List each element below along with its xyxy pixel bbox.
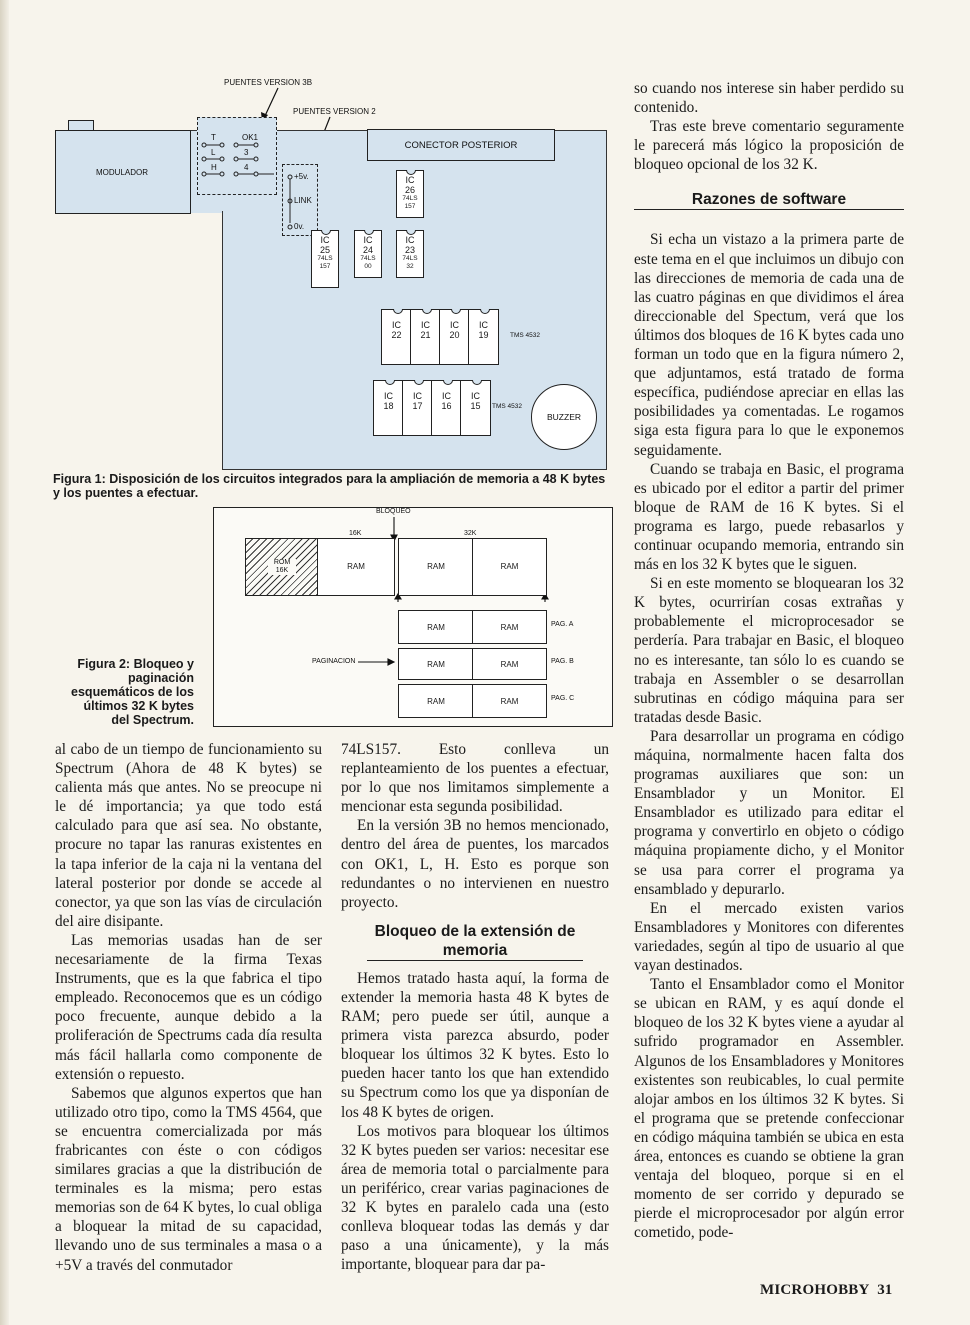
link-0v: 0v. [294, 222, 305, 231]
bloqueo-label: BLOQUEO [376, 508, 411, 515]
col2-paragraph-4: Los motivos para bloquear los últimos 32 K bytes pueden ser varios: necesitar ese área de memoria total o parcialmente para un periférico, crear varias paginaciones de 32 K bytes en paralelo cada una (esto conlleva bloquear todas las demás y dar paso a una únicamente), y la más importante, bloquear para dar pa- [341, 1122, 609, 1274]
chip-ic24-label: IC [363, 235, 373, 245]
link-plus5v: +5v. [294, 172, 309, 181]
chip-ic22-number: 22 [391, 330, 402, 340]
pag-c-label: PAG. C [551, 695, 575, 702]
jumper-l: L [211, 148, 216, 157]
tms-label-lower: TMS 4532 [492, 403, 522, 410]
col3-paragraph-7: Tanto el Ensamblador como el Monitor se ubican en RAM, y es aquí donde el bloqueo de los 32 K bytes viene a ayudar al sufrido programador en Assembler. Algunos de los Ensambladores y Monitores existentes son reubicables, lo cual permite alojar ambos en los últimos 32 K bytes. Si el programa que se pretende confeccionar en código máquina también se ubica en esta área, entonces es cuando se obtiene la gran ventaja del bloqueo, porque si en el momento de ser corrido y depurado se pierde el microprocesador por algún error cometido, pode- [634, 976, 904, 1242]
chip-ic22-label: IC [392, 320, 401, 330]
jumper-4: 4 [244, 163, 249, 172]
link-label: LINK [294, 196, 312, 205]
chip-ic16-label: IC [442, 391, 451, 401]
section-heading-bloqueo: Bloqueo de la extensión de memoria [367, 922, 583, 961]
chip-ic23-label: IC [405, 235, 415, 245]
chip-ic25-number: 25 [319, 245, 330, 255]
chip-ic17-number: 17 [412, 401, 423, 411]
ram-block-base [317, 538, 395, 596]
chip-ic26-part: 157 [404, 203, 416, 210]
col3-paragraph-0: so cuando nos interese sin haber perdido su contenido. [634, 80, 904, 117]
col3-paragraph-1: Tras este breve comentario seguramente le parecerá más lógico la proposición de bloqueo opcional de los 32 K. [634, 118, 904, 174]
ram-label: RAM [500, 660, 519, 669]
label-puentes-3b: PUENTES VERSION 3B [224, 78, 313, 87]
chip-ic24-family: 74LS [360, 255, 376, 262]
jumper-3: 3 [244, 148, 249, 157]
pag-b-label: PAG. B [551, 658, 574, 665]
chip-ic26-family: 74LS [402, 195, 418, 202]
col1-paragraph-1: al cabo de un tiempo de funcionamiento su Spectrum (Ahora de 48 K bytes) se calienta más que antes. No se preocupe ni le dé importancia; ya que todo está calculado para que así sea. No obstante, procure no tapar las ranuras existentes en la tapa inferior de la caja ni la ventana del lateral posterior por donde se accede al conector, ya que son las vías de circulación del aire disipante. [55, 741, 322, 930]
chip-ic24-part: 00 [364, 263, 372, 270]
ram-label: RAM [427, 623, 445, 632]
ram-block-main-2 [472, 538, 547, 596]
chip-ic25-family: 74LS [317, 255, 333, 262]
ram-label: RAM [427, 697, 445, 706]
section-heading-razones: Razones de software [634, 190, 904, 210]
chip-ic23-part: 32 [406, 263, 414, 270]
jumper-h: H [211, 163, 217, 172]
chip-ic15-label: IC [471, 391, 480, 401]
chip-ic24-number: 24 [362, 245, 373, 255]
col3-paragraph-6: En el mercado existen varios Ensambladores y Monitores con diferentes variedades, según al tipo de usuario al que vayan destinados. [634, 899, 904, 975]
ram-label: RAM [427, 562, 445, 571]
col3-paragraph-2: Si echa un vistazo a la primera parte de este tema en el que incluimos un dibujo con las direcciones de memoria de cada una de las cuatro páginas en que dividimos el área direccionable del Spectum, verá que los últimos dos bloques de 16 K bytes cada uno forman un todo que en la figura número 2, que adjuntamos, está tratado de forma específica, pudiéndose apreciar en ellas las posibilidades ya comentadas. Le rogamos siga esta figura para lo que le exponemos seguidamente. [634, 231, 904, 459]
chip-ic20-number: 20 [449, 330, 460, 340]
ram-block-main-1 [398, 538, 474, 596]
col3-paragraph-5: Para desarrollar un programa en código máquina, normalmente hacen falta dos programas auxiliares que son: un Ensamblador y un Monitor. El Ensamblador es utilizado para editar el programa y convertirlo en objeto o código máquina propiamente dicho, y el Monitor se usa para correr el programa ya ensamblado y depurarlo. [634, 727, 904, 898]
ram-page-b-2 [472, 648, 547, 680]
rom-block [245, 538, 319, 596]
chip-ic21-number: 21 [420, 330, 431, 340]
column-3 [634, 79, 904, 1242]
label-puentes-2: PUENTES VERSION 2 [293, 107, 376, 116]
page-number: 31 [877, 1282, 893, 1298]
page-footer [760, 1282, 892, 1299]
jumper-ok1: OK1 [242, 133, 259, 142]
chip-ic18-number: 18 [383, 401, 394, 411]
ram-page-c-2 [472, 684, 547, 718]
col2-paragraph-2: En la versión 3B no hemos mencionado, dentro del área de puentes, los marcados con OK1, L, H. Esto es porque son redundantes o no intervienen en nuestro proyecto. [341, 817, 609, 911]
ram-label: RAM [500, 697, 519, 706]
chip-ic15-number: 15 [470, 401, 481, 411]
chip-ic21-label: IC [421, 320, 430, 330]
chip-ic26-number: 26 [404, 185, 415, 195]
ram-page-b-1 [398, 648, 474, 680]
chip-ic25-label: IC [320, 235, 330, 245]
figure-2-caption: Figura 2: Bloqueo y paginación esquemáticos de los últimos 32 K bytes del Spectrum. [71, 657, 194, 727]
buzzer-label: BUZZER [547, 412, 581, 422]
label-32k: 32K [464, 530, 477, 537]
chip-ic19-label: IC [479, 320, 488, 330]
ram-label: RAM [347, 562, 365, 571]
chip-ic17-label: IC [413, 391, 422, 401]
col1-paragraph-2: Las memorias usadas han de ser necesariamente de la firma Texas Instruments, que es la que fabrica el tipo empleado. Reconocemos que es un código poco frecuente, aunque debido a la proliferación de Spectrums cada día resulta más fácil hallarla como componente de extensión o repuesto. [55, 931, 322, 1083]
col3-paragraph-4: Si en este momento se bloquearan los 32 K bytes, ocurrirían cosas extrañas y probablemente el microprocesador se perdería. Para trabajar en Basic, el bloqueo no es interesante, tan sólo lo es cuando se trabaja en Assembler o se desarrollan subrutinas en código máquina para ser tratadas desde Basic. [634, 575, 904, 726]
ram-page-c-1 [398, 684, 474, 718]
chip-ic19-number: 19 [478, 330, 489, 340]
ram-label: RAM [500, 562, 519, 571]
chip-ic16-number: 16 [441, 401, 452, 411]
chip-ic26-label: IC [405, 175, 415, 185]
figure-1-caption: Figura 1: Disposición de los circuitos integrados para la ampliación de memoria a 48 K bytes y los puentes a efectuar. [53, 472, 606, 500]
chip-ic23-family: 74LS [402, 255, 418, 262]
col1-paragraph-3: Sabemos que algunos expertos que han utilizado otro tipo, como la TMS 4564, que se encuentra comercializada por más frabricantes con éste o con códigos similares gracias a que la distribución de terminales es la misma; pero estas memorias son de 64 K bytes, lo cual obliga a bloquear la mitad de su capacidad, llevando uno de sus terminales a masa o a +5V a través del conmutador [55, 1084, 322, 1274]
rom-label: ROM 16K [268, 559, 296, 575]
jumper-t: T [211, 133, 216, 142]
pag-a-label: PAG. A [551, 621, 574, 628]
col2-paragraph-1: 74LS157. Esto conlleva un replanteamiento de los puentes a efectuar, por lo que nos limitamos simplemente a mencionar esta segunda posibilidad. [341, 741, 609, 816]
chip-ic20-label: IC [450, 320, 459, 330]
tms-label-upper: TMS 4532 [510, 332, 540, 339]
conector-label: CONECTOR POSTERIOR [404, 140, 518, 151]
chip-ic23-number: 23 [404, 245, 415, 255]
ram-page-a-2 [472, 610, 547, 644]
ram-label: RAM [427, 660, 445, 669]
paginacion-label: PAGINACION [312, 658, 356, 665]
modulador-label: MODULADOR [96, 168, 149, 177]
magazine-name: MICROHOBBY [760, 1282, 870, 1298]
col3-paragraph-3: Cuando se trabaja en Basic, el programa es ubicado por el editor a partir del primer bloque de RAM de 16 K bytes. Si el programa es largo, puede rebasarlos y continuar ocupando memoria, entrando sin más en los 32 K bytes que le siguen. [634, 460, 904, 574]
column-2 [341, 740, 609, 1274]
chip-ic18-label: IC [384, 391, 393, 401]
label-16k: 16K [349, 530, 362, 537]
ram-label: RAM [500, 623, 519, 632]
col2-paragraph-3: Hemos tratado hasta aquí, la forma de extender la memoria hasta 48 K bytes de RAM; pero puede ser útil, aunque a primera vista parezca absurdo, poder bloquear los últimos 32 K bytes. Esto lo pueden hacer tanto los que han extendido su Spectrum como los que ya disponían de los 48 K bytes de origen. [341, 969, 609, 1121]
ram-page-a-1 [398, 610, 474, 644]
column-1 [55, 740, 322, 1275]
chip-ic25-part: 157 [319, 263, 331, 270]
